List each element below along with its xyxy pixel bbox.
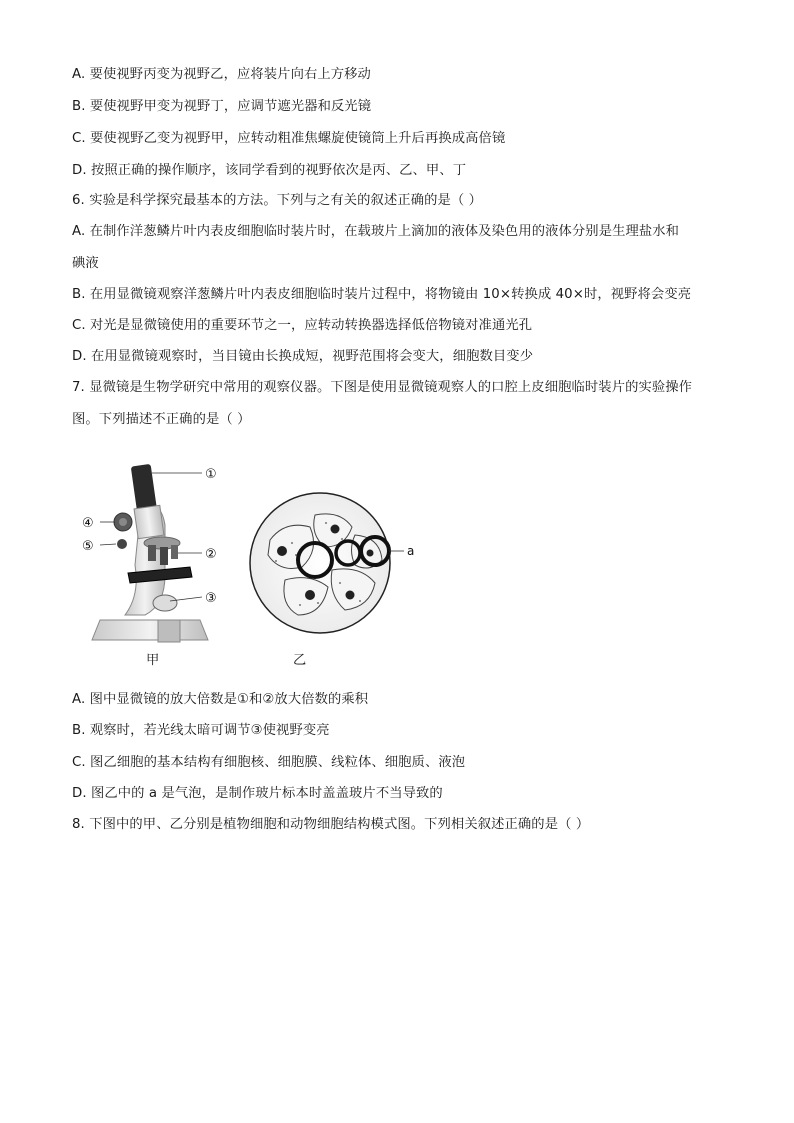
option-a-q6: A. 在制作洋葱鳞片叶内表皮细胞临时装片时，在载玻片上滴加的液体及染色用的液体分别是生理盐水和 (72, 224, 680, 239)
question-7: 7. 显微镜是生物学研究中常用的观察仪器。下图是使用显微镜观察人的口腔上皮细胞临时装片的实验操作 (72, 380, 693, 395)
option-d-q6: D. 在用显微镜观察时，当目镜由长换成短，视野范围将会变大，细胞数目变少 (72, 349, 534, 364)
label-4: ④ (82, 516, 94, 531)
option-c-q6: C. 对光是显微镜使用的重要环节之一，应转动转换器选择低倍物镜对准通光孔 (72, 318, 533, 333)
label-3: ③ (205, 591, 217, 606)
option-b-q7: B. 观察时，若光线太暗可调节③使视野变亮 (72, 723, 330, 738)
option-b-q6: B. 在用显微镜观察洋葱鳞片叶内表皮细胞临时装片过程中，将物镜由 10×转换成 40×时，视野将会变亮 (72, 287, 692, 302)
option-a-q7: A. 图中显微镜的放大倍数是①和②放大倍数的乘积 (72, 692, 369, 707)
caption-right: 乙 (293, 653, 307, 668)
label-a: a (407, 544, 415, 558)
label-1: ① (205, 467, 217, 482)
option-d-q5: D. 按照正确的操作顺序，该同学看到的视野依次是丙、乙、甲、丁 (72, 163, 467, 178)
cell-view-drawing (250, 493, 414, 633)
option-a-q5: A. 要使视野丙变为视野乙，应将装片向右上方移动 (72, 67, 371, 82)
option-a-q6-cont: 碘液 (72, 256, 99, 271)
caption-left: 甲 (146, 653, 160, 668)
question-8: 8. 下图中的甲、乙分别是植物细胞和动物细胞结构模式图。下列相关叙述正确的是（ ） (72, 817, 590, 832)
option-c-q5: C. 要使视野乙变为视野甲，应转动粗准焦螺旋使镜筒上升后再换成高倍镜 (72, 131, 506, 146)
microscope-figure (70, 455, 630, 655)
option-d-q7: D. 图乙中的 a 是气泡，是制作玻片标本时盖盖玻片不当导致的 (72, 786, 443, 801)
option-c-q7: C. 图乙细胞的基本结构有细胞核、细胞膜、线粒体、细胞质、液泡 (72, 755, 466, 770)
label-5: ⑤ (82, 539, 94, 554)
question-7-cont: 图。下列描述不正确的是（ ） (72, 412, 251, 427)
label-2: ② (205, 547, 217, 562)
question-6: 6. 实验是科学探究最基本的方法。下列与之有关的叙述正确的是（ ） (72, 193, 483, 208)
option-b-q5: B. 要使视野甲变为视野丁，应调节遮光器和反光镜 (72, 99, 372, 114)
